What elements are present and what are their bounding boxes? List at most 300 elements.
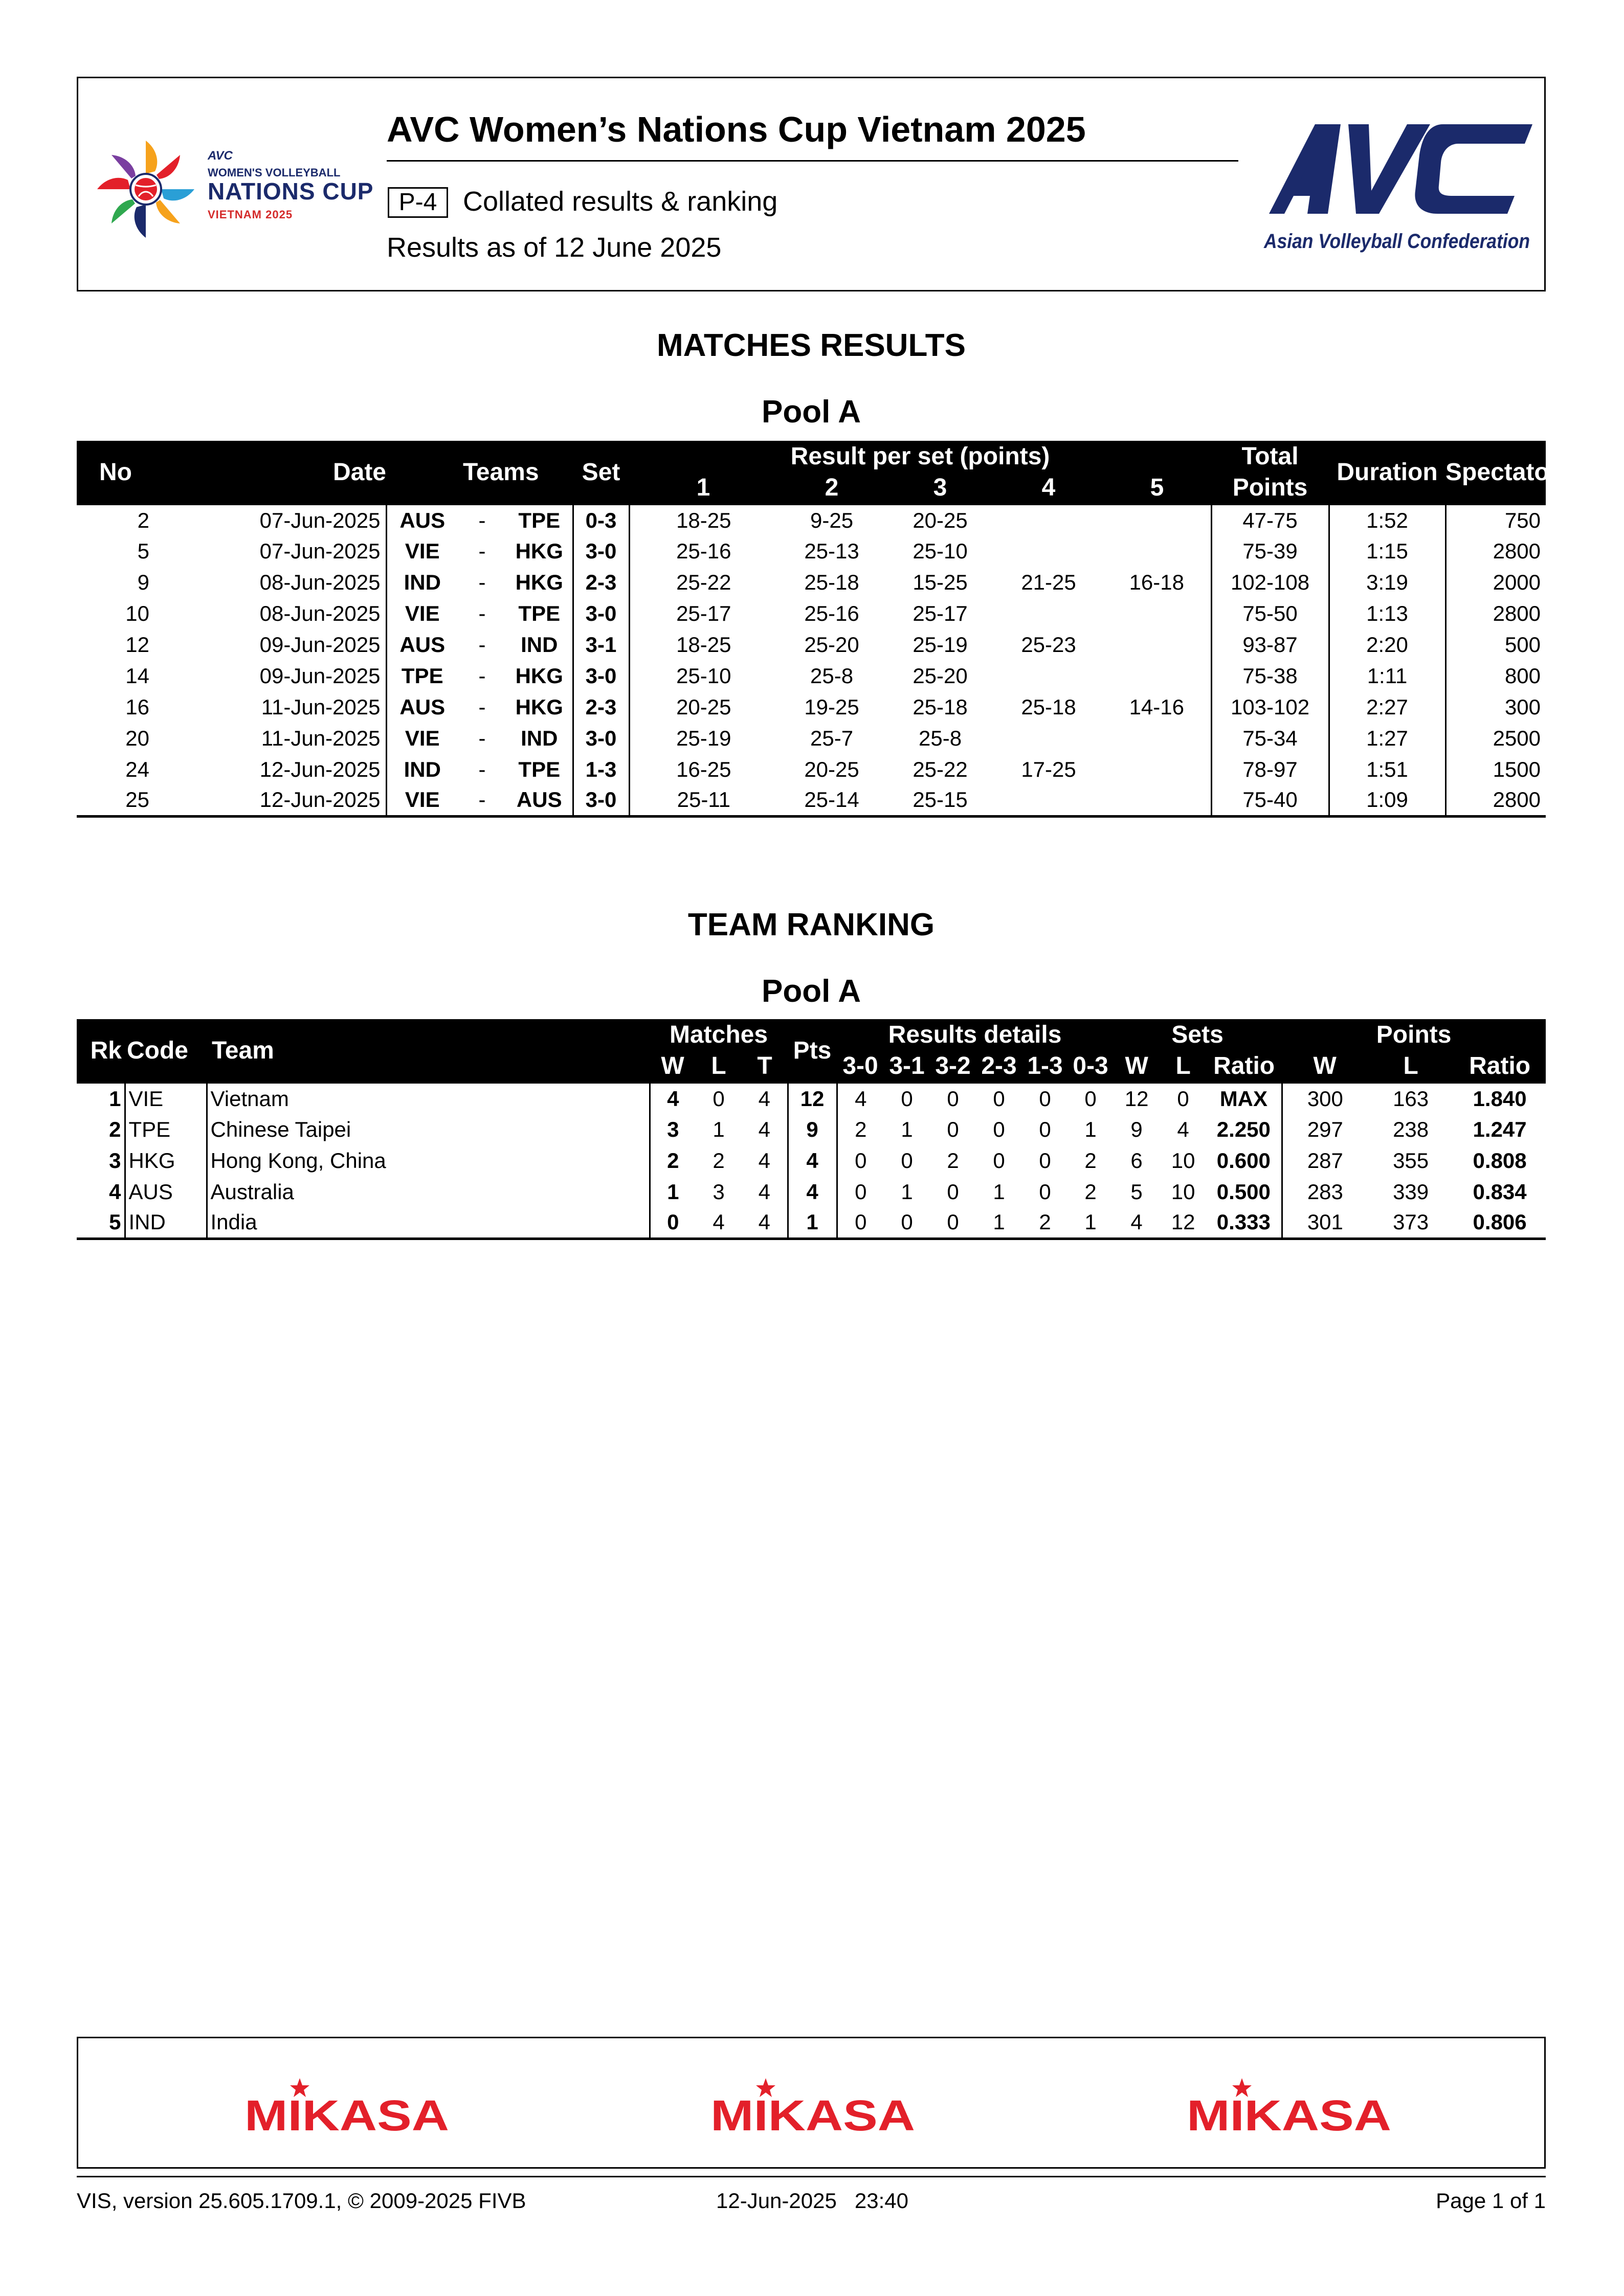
cell-team-separator: -	[478, 757, 486, 781]
cell-set-score: 3-0	[573, 660, 629, 691]
cell-detail-2-3: 0	[993, 1117, 1005, 1141]
cell-team: Chinese Taipei	[207, 1114, 650, 1145]
matches-pool-title: Pool A	[761, 394, 861, 430]
cell-matches-t: 4	[742, 1083, 788, 1114]
results-as-of: Results as of 12 June 2025	[387, 232, 722, 263]
cell-detail-3-2: 2	[947, 1148, 959, 1173]
cell-home-team: IND	[386, 754, 458, 785]
cell-set-4	[994, 785, 1103, 816]
cell-rank: 5	[77, 1207, 125, 1239]
cell-detail-1-3: 2	[1022, 1207, 1068, 1239]
cell-team-separator: -	[458, 785, 506, 816]
col-results-details: Results details	[837, 1019, 1113, 1050]
cell-set-4	[994, 598, 1103, 629]
cell-total-points: 75-34	[1211, 723, 1329, 754]
cell-points-ratio: 1.247	[1473, 1117, 1527, 1141]
cell-detail-3-1: 1	[901, 1117, 913, 1141]
cell-total-points: 75-40	[1211, 785, 1329, 816]
cell-detail-3-1: 0	[884, 1207, 930, 1239]
cell-set-3: 20-25	[886, 504, 994, 535]
col-detail-3-0: 3-0	[837, 1050, 884, 1083]
match-row	[77, 660, 1546, 691]
col-total-line2: Points	[1211, 471, 1329, 504]
cell-pts: 9	[788, 1114, 837, 1145]
cell-sets-ratio: 0.500	[1216, 1179, 1271, 1204]
mikasa-logo-1	[239, 2074, 454, 2135]
cell-points-l: 238	[1393, 1117, 1429, 1141]
cell-set-2: 19-25	[804, 694, 859, 719]
cell-code: IND	[125, 1207, 207, 1239]
cell-set-score: 2-3	[573, 567, 629, 598]
document-title: Collated results & ranking	[463, 186, 778, 217]
cell-code: AUS	[125, 1176, 207, 1207]
cell-duration: 2:27	[1329, 691, 1445, 723]
cell-duration: 1:09	[1329, 785, 1445, 816]
cell-detail-3-0: 4	[837, 1083, 884, 1114]
footer-divider	[77, 2176, 1546, 2177]
cell-duration: 1:15	[1329, 535, 1445, 567]
cell-set-score: 3-0	[573, 535, 629, 567]
cell-detail-3-2: 0	[947, 1117, 959, 1141]
cell-sets-w: 9	[1130, 1117, 1143, 1141]
cell-away-team: TPE	[518, 601, 561, 625]
col-sets-l: L	[1160, 1050, 1206, 1083]
cell-set-5	[1103, 629, 1211, 660]
col-sets-w: W	[1113, 1050, 1160, 1083]
cell-set-1: 25-22	[629, 567, 777, 598]
cell-no: 16	[125, 694, 149, 719]
cell-matches-w: 1	[650, 1176, 696, 1207]
cell-set-2: 25-20	[804, 632, 859, 657]
cell-set-score: 0-3	[573, 504, 629, 535]
cell-team: Hong Kong, China	[207, 1145, 650, 1176]
page-title: AVC Women’s Nations Cup Vietnam 2025	[387, 109, 1086, 149]
cell-set-2: 25-8	[810, 663, 854, 688]
col-matches: Matches	[650, 1019, 788, 1050]
col-team: Team	[207, 1019, 650, 1083]
cell-set-3: 25-19	[913, 632, 968, 657]
cell-set-score: 3-0	[573, 785, 629, 816]
cell-set-score: 3-1	[573, 629, 629, 660]
cell-team-separator: -	[458, 504, 506, 535]
col-result-per-set: Result per set (points)	[629, 441, 1211, 471]
cell-set-2: 20-25	[804, 757, 859, 781]
cell-no: 14	[125, 663, 149, 688]
cell-detail-0-3: 2	[1084, 1179, 1097, 1204]
cell-matches-l: 3	[713, 1179, 725, 1204]
cell-set-5	[1103, 535, 1211, 567]
cell-matches-w: 3	[650, 1114, 696, 1145]
sponsor-banner	[77, 2037, 1546, 2169]
cell-date: 11-Jun-2025	[261, 694, 381, 719]
cell-spectators: 300	[1445, 691, 1546, 723]
cell-matches-w: 2	[650, 1145, 696, 1176]
col-teams: Teams	[386, 441, 573, 504]
col-set-3: 3	[886, 471, 994, 504]
cell-set-score: 1-3	[573, 754, 629, 785]
cell-points-l: 163	[1368, 1083, 1454, 1114]
cell-spectators: 2800	[1445, 535, 1546, 567]
col-sets: Sets	[1113, 1019, 1282, 1050]
col-matches-l: L	[696, 1050, 742, 1083]
cell-team-separator: -	[478, 632, 486, 657]
cell-set-5	[1103, 660, 1211, 691]
match-row	[77, 535, 1546, 567]
col-code: Code	[125, 1019, 207, 1083]
cell-set-5	[1103, 785, 1211, 816]
ranking-row	[77, 1114, 1546, 1145]
cell-team-separator: -	[478, 538, 486, 563]
cell-set-2: 25-16	[804, 601, 859, 625]
cell-detail-0-3: 1	[1068, 1207, 1113, 1239]
col-set-4: 4	[994, 471, 1103, 504]
cell-duration: 1:13	[1329, 598, 1445, 629]
cell-set-1: 25-16	[629, 535, 777, 567]
cell-sets-l: 0	[1160, 1083, 1206, 1114]
cell-detail-3-0: 0	[837, 1176, 884, 1207]
cell-points-w: 301	[1282, 1207, 1368, 1239]
match-row	[77, 723, 1546, 754]
cell-detail-2-3: 1	[993, 1179, 1005, 1204]
report-header	[77, 77, 1546, 291]
cell-set-5: 14-16	[1129, 694, 1184, 719]
cell-detail-3-0: 2	[837, 1114, 884, 1145]
cell-set-3: 25-10	[913, 538, 968, 563]
cell-points-w: 300	[1282, 1083, 1368, 1114]
match-row	[77, 785, 1546, 816]
cell-spectators: 500	[1445, 629, 1546, 660]
cell-sets-ratio: 0.333	[1206, 1207, 1282, 1239]
cell-pts: 4	[788, 1145, 837, 1176]
cell-away-team: AUS	[506, 785, 573, 816]
cell-set-3: 25-20	[913, 663, 968, 688]
cell-home-team: AUS	[386, 504, 458, 535]
cell-date: 12-Jun-2025	[259, 757, 381, 781]
match-row	[77, 691, 1546, 723]
cell-set-4: 25-18	[1021, 694, 1076, 719]
cell-spectators: 2800	[1445, 598, 1546, 629]
col-total-line1: Total	[1211, 441, 1329, 471]
cell-detail-1-3: 0	[1039, 1117, 1051, 1141]
footer-version: VIS, version 25.605.1709.1, © 2009-2025 FIVB	[77, 2189, 526, 2213]
cell-detail-3-0: 0	[837, 1207, 884, 1239]
match-row	[77, 598, 1546, 629]
cell-matches-t: 4	[758, 1179, 770, 1204]
footer-timestamp: 12-Jun-2025 23:40	[716, 2189, 908, 2213]
cell-set-1: 25-19	[629, 723, 777, 754]
cell-sets-l: 10	[1171, 1179, 1195, 1204]
cell-detail-2-3: 0	[976, 1083, 1022, 1114]
mikasa-logo-2	[705, 2074, 920, 2135]
cell-team: Vietnam	[207, 1083, 650, 1114]
col-sets-ratio: Ratio	[1206, 1050, 1282, 1083]
cell-set-2: 25-7	[810, 726, 854, 750]
ranking-pool-title: Pool A	[761, 974, 861, 1009]
cell-set-3: 25-15	[886, 785, 994, 816]
cell-set-5	[1103, 504, 1211, 535]
cell-detail-3-2: 0	[930, 1207, 976, 1239]
cell-points-w: 297	[1282, 1114, 1368, 1145]
cell-total-points: 75-38	[1211, 660, 1329, 691]
cell-sets-w: 12	[1113, 1083, 1160, 1114]
col-points-ratio: Ratio	[1454, 1050, 1546, 1083]
cell-away-team: TPE	[506, 504, 573, 535]
cell-home-team: AUS	[386, 629, 458, 660]
col-set-5: 5	[1103, 471, 1211, 504]
col-detail-3-2: 3-2	[930, 1050, 976, 1083]
cell-set-4: 21-25	[1021, 570, 1076, 594]
col-date: Date	[154, 441, 386, 504]
col-set-2: 2	[777, 471, 886, 504]
cell-points-ratio: 1.840	[1454, 1083, 1546, 1114]
cell-detail-1-3: 0	[1039, 1148, 1051, 1173]
cell-matches-t: 4	[742, 1207, 788, 1239]
cell-set-2: 25-18	[804, 570, 859, 594]
cell-detail-3-1: 1	[901, 1179, 913, 1204]
cell-duration: 3:19	[1329, 567, 1445, 598]
cell-sets-w: 6	[1130, 1148, 1143, 1173]
cell-points-w: 283	[1282, 1176, 1368, 1207]
cell-sets-w: 5	[1130, 1179, 1143, 1204]
cell-sets-w: 4	[1113, 1207, 1160, 1239]
cell-detail-3-0: 0	[837, 1145, 884, 1176]
cell-sets-l: 12	[1160, 1207, 1206, 1239]
mikasa-wordmark-3: MIKASA	[1187, 2091, 1391, 2135]
cell-rank: 1	[77, 1083, 125, 1114]
ranking-section-title: TEAM RANKING	[687, 907, 935, 942]
col-no: No	[77, 441, 154, 504]
cell-duration: 1:51	[1329, 754, 1445, 785]
col-duration: Duration	[1329, 441, 1445, 504]
avc-logo-tagline: Asian Volleyball Confederation	[1263, 230, 1530, 253]
cell-set-1: 25-17	[629, 598, 777, 629]
cell-detail-3-2: 0	[930, 1083, 976, 1114]
match-row	[77, 754, 1546, 785]
cell-no: 9	[137, 570, 149, 594]
cell-matches-l: 2	[713, 1148, 725, 1173]
cell-set-1: 16-25	[629, 754, 777, 785]
cell-set-4	[994, 723, 1103, 754]
cell-matches-l: 4	[696, 1207, 742, 1239]
cell-sets-ratio: 0.600	[1216, 1148, 1271, 1173]
cell-set-4	[994, 660, 1103, 691]
cell-detail-1-3: 0	[1022, 1083, 1068, 1114]
col-set: Set	[573, 441, 629, 504]
avc-logo	[1259, 114, 1535, 257]
cell-rank: 3	[109, 1148, 121, 1173]
cell-home-team: VIE	[386, 598, 458, 629]
ranking-row	[77, 1145, 1546, 1176]
cell-matches-l: 0	[696, 1083, 742, 1114]
cell-matches-t: 4	[758, 1148, 770, 1173]
match-row	[77, 504, 1546, 535]
cell-date: 12-Jun-2025	[154, 785, 386, 816]
cell-total-points: 78-97	[1211, 754, 1329, 785]
title-divider	[387, 160, 1238, 162]
cell-code: TPE	[125, 1114, 207, 1145]
col-spectators: Spectators	[1445, 441, 1546, 504]
event-logo	[92, 136, 399, 238]
cell-home-team: IND	[386, 567, 458, 598]
cell-date: 09-Jun-2025	[259, 632, 381, 657]
cell-no: 10	[125, 601, 149, 625]
cell-set-score: 3-0	[573, 723, 629, 754]
cell-detail-3-1: 0	[884, 1083, 930, 1114]
cell-sets-l: 4	[1177, 1117, 1189, 1141]
cell-total-points: 47-75	[1211, 504, 1329, 535]
mikasa-wordmark-1: MIKASA	[244, 2091, 449, 2135]
cell-points-l: 339	[1393, 1179, 1429, 1204]
cell-duration: 1:11	[1329, 660, 1445, 691]
cell-set-score: 2-3	[573, 691, 629, 723]
cell-away-team: IND	[521, 726, 558, 750]
cell-detail-1-3: 0	[1039, 1179, 1051, 1204]
cell-set-1: 18-25	[629, 504, 777, 535]
cell-rank: 4	[109, 1179, 121, 1204]
cell-away-team: HKG	[515, 570, 563, 594]
cell-set-3: 25-17	[913, 601, 968, 625]
cell-detail-2-3: 0	[993, 1148, 1005, 1173]
cell-team-separator: -	[478, 570, 486, 594]
cell-matches-w: 0	[650, 1207, 696, 1239]
cell-set-1: 25-11	[629, 785, 777, 816]
mikasa-wordmark-2: MIKASA	[710, 2091, 915, 2135]
cell-duration: 1:27	[1329, 723, 1445, 754]
cell-set-4: 17-25	[1021, 757, 1076, 781]
cell-home-team: VIE	[386, 723, 458, 754]
cell-set-2: 25-14	[777, 785, 886, 816]
cell-sets-ratio: 2.250	[1216, 1117, 1271, 1141]
cell-team: India	[207, 1207, 650, 1239]
col-matches-t: T	[742, 1050, 788, 1083]
cell-set-1: 20-25	[629, 691, 777, 723]
cell-points-w: 287	[1282, 1145, 1368, 1176]
col-rk: Rk	[77, 1019, 125, 1083]
col-matches-w: W	[650, 1050, 696, 1083]
cell-no: 5	[137, 538, 149, 563]
cell-spectators: 1500	[1445, 754, 1546, 785]
cell-points-l: 373	[1368, 1207, 1454, 1239]
cell-set-5: 16-18	[1129, 570, 1184, 594]
cell-away-team: HKG	[515, 694, 563, 719]
document-code: P-4	[388, 187, 448, 218]
cell-home-team: AUS	[386, 691, 458, 723]
cell-sets-ratio: MAX	[1206, 1083, 1282, 1114]
cell-points-ratio: 0.806	[1454, 1207, 1546, 1239]
footer-page: Page 1 of 1	[1436, 2189, 1546, 2213]
cell-pts: 1	[788, 1207, 837, 1239]
cell-set-3: 25-22	[913, 757, 968, 781]
cell-away-team: HKG	[515, 663, 563, 688]
cell-total-points: 102-108	[1211, 567, 1329, 598]
cell-date: 08-Jun-2025	[259, 570, 381, 594]
cell-no: 12	[125, 632, 149, 657]
col-pts: Pts	[788, 1019, 837, 1083]
cell-away-team: TPE	[518, 757, 561, 781]
cell-rank: 2	[109, 1117, 121, 1141]
cell-no: 24	[125, 757, 149, 781]
cell-no: 25	[77, 785, 154, 816]
cell-points-l: 355	[1393, 1148, 1429, 1173]
cell-spectators: 750	[1445, 504, 1546, 535]
cell-duration: 2:20	[1329, 629, 1445, 660]
event-logo-line3: VIETNAM 2025	[208, 208, 293, 221]
col-detail-0-3: 0-3	[1068, 1050, 1113, 1083]
col-points: Points	[1282, 1019, 1546, 1050]
cell-total-points: 75-39	[1211, 535, 1329, 567]
cell-set-3: 25-8	[919, 726, 962, 750]
cell-detail-0-3: 0	[1068, 1083, 1113, 1114]
cell-code: VIE	[125, 1083, 207, 1114]
event-logo-line2: NATIONS CUP	[208, 178, 374, 205]
cell-spectators: 800	[1445, 660, 1546, 691]
cell-duration: 1:52	[1329, 504, 1445, 535]
col-set-1: 1	[629, 471, 777, 504]
cell-set-2: 9-25	[777, 504, 886, 535]
cell-sets-l: 10	[1171, 1148, 1195, 1173]
cell-date: 08-Jun-2025	[259, 601, 381, 625]
match-row	[77, 629, 1546, 660]
ranking-table	[77, 1019, 1546, 1240]
ranking-row	[77, 1083, 1546, 1114]
col-points-l: L	[1368, 1050, 1454, 1083]
cell-set-2: 25-13	[804, 538, 859, 563]
cell-spectators: 2000	[1445, 567, 1546, 598]
cell-no: 20	[125, 726, 149, 750]
cell-date: 09-Jun-2025	[259, 663, 381, 688]
cell-date: 11-Jun-2025	[261, 726, 381, 750]
match-row	[77, 567, 1546, 598]
cell-home-team: VIE	[386, 535, 458, 567]
cell-total-points: 75-50	[1211, 598, 1329, 629]
cell-away-team: IND	[521, 632, 558, 657]
cell-home-team: VIE	[386, 785, 458, 816]
cell-pts: 12	[788, 1083, 837, 1114]
cell-set-4: 25-23	[1021, 632, 1076, 657]
cell-detail-0-3: 2	[1084, 1148, 1097, 1173]
cell-detail-2-3: 1	[976, 1207, 1022, 1239]
cell-team-separator: -	[478, 663, 486, 688]
cell-no: 2	[77, 504, 154, 535]
cell-detail-3-1: 0	[901, 1148, 913, 1173]
ranking-row	[77, 1176, 1546, 1207]
ranking-row	[77, 1207, 1546, 1239]
cell-points-ratio: 0.834	[1473, 1179, 1527, 1204]
matches-table	[77, 441, 1573, 818]
cell-team: Australia	[207, 1176, 650, 1207]
cell-set-5	[1103, 754, 1211, 785]
mikasa-logo-3	[1182, 2074, 1396, 2135]
col-detail-2-3: 2-3	[976, 1050, 1022, 1083]
cell-matches-t: 4	[758, 1117, 770, 1141]
cell-set-3: 15-25	[913, 570, 968, 594]
cell-home-team: TPE	[386, 660, 458, 691]
cell-set-4	[994, 504, 1103, 535]
cell-set-5	[1103, 598, 1211, 629]
col-detail-3-1: 3-1	[884, 1050, 930, 1083]
cell-total-points: 103-102	[1211, 691, 1329, 723]
cell-set-3: 25-18	[913, 694, 968, 719]
cell-code: HKG	[125, 1145, 207, 1176]
cell-away-team: HKG	[515, 538, 563, 563]
avc-logo-mark-icon	[1269, 124, 1532, 214]
cell-matches-l: 1	[713, 1117, 725, 1141]
event-star-logo-icon	[92, 136, 199, 243]
cell-set-1: 18-25	[629, 629, 777, 660]
cell-detail-3-2: 0	[947, 1179, 959, 1204]
cell-matches-w: 4	[650, 1083, 696, 1114]
cell-set-score: 3-0	[573, 598, 629, 629]
